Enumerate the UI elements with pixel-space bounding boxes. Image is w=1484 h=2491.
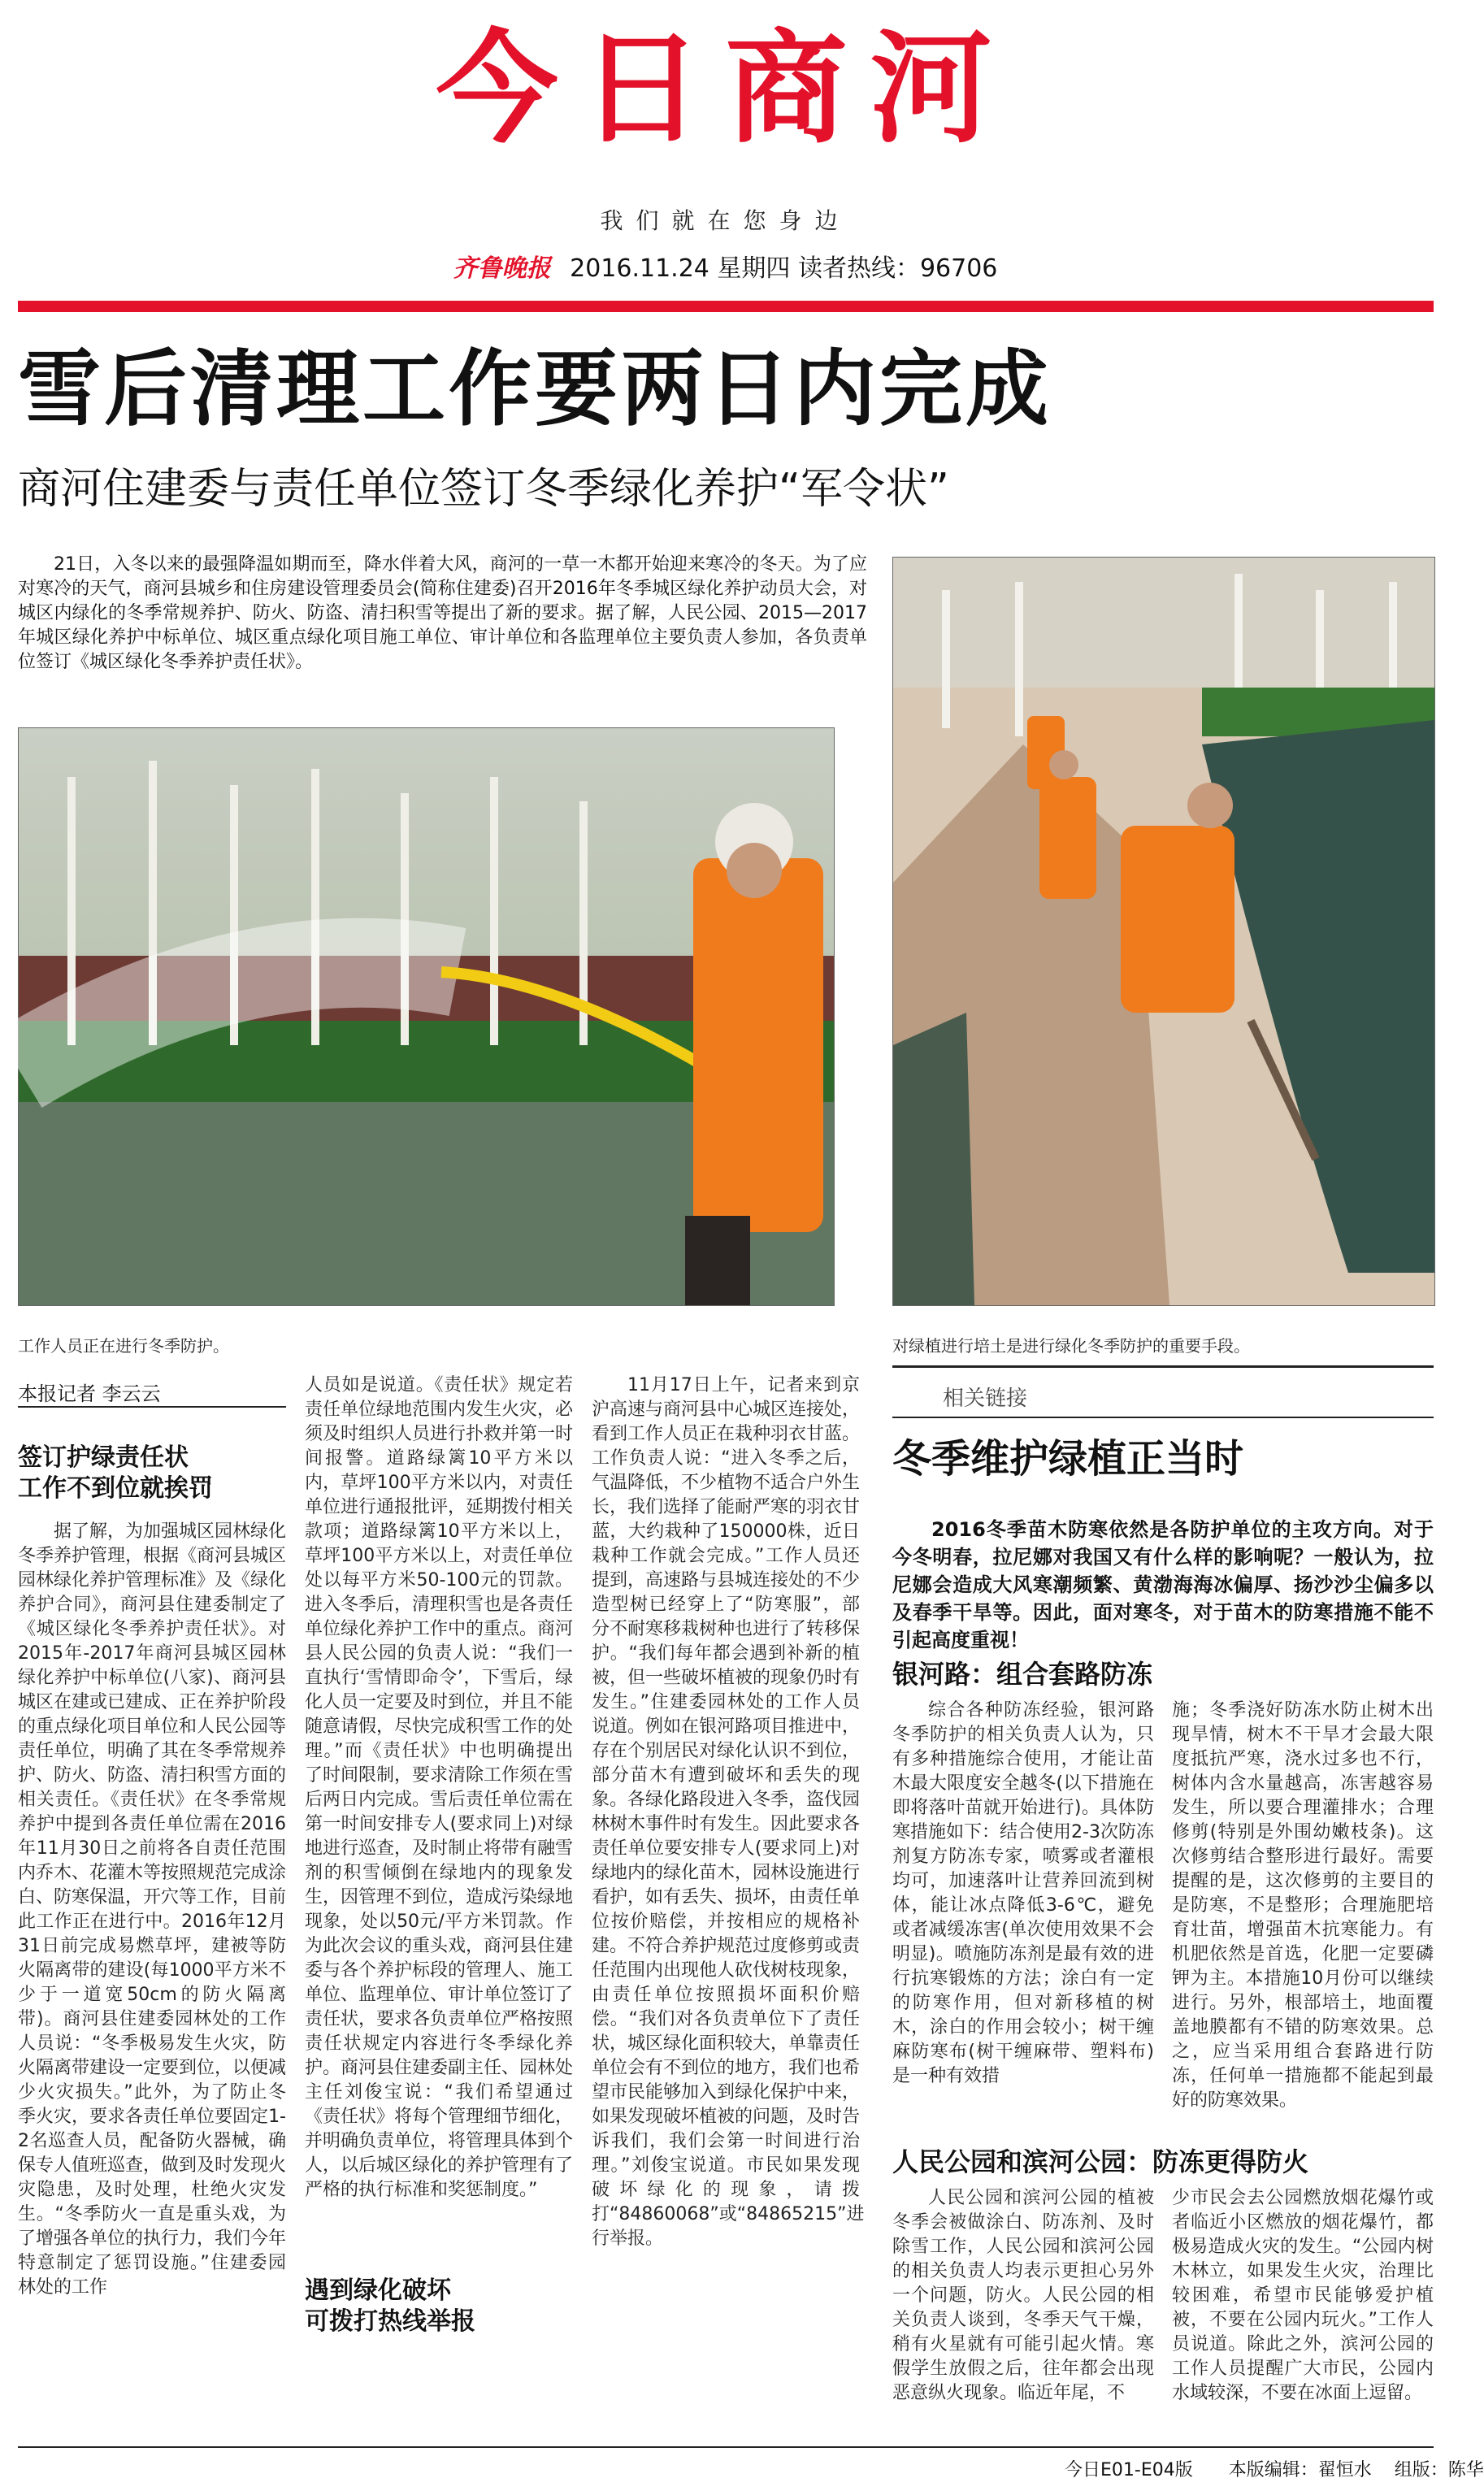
masthead-slogan: 我们就在您身边 <box>600 207 851 234</box>
sidebar-sub2-title: 人民公园和滨河公园：防冻更得防火 <box>892 2146 1309 2177</box>
masthead-title: 今日商河 <box>436 19 1015 160</box>
footer-rule <box>18 2446 1434 2448</box>
masthead-rule <box>18 301 1434 312</box>
article-column-1 <box>18 1520 286 2333</box>
footer-bar <box>1065 2456 1484 2481</box>
sidebar-sub1-col-a-text: 综合各种防冻经验，银河路冬季防护的相关负责人认为，只有多种措施综合使用，才能让苗木最大限度安全越冬(以下措施在即将落叶苗就开始进行)。具体防寒措施如下：结合使用2-3次防冻剂复方防冻专家，喷雾或者灌根均可，加速落叶让营养回流到树体，能让冰点降低3-6℃，避免或者减缓冻害(单次使用效果不会明显)。喷施防冻剂是最有效的进行抗寒锻炼的方法；涂白有一定的防寒作用，但对新移植的树木，涂白的作用会较小；树干缠麻防寒布(树干缠麻带、塑料布)是一种有效措 <box>892 1700 1154 2086</box>
section2-title <box>305 2276 573 2337</box>
sidebar-top-rule <box>892 1365 1434 1368</box>
sidebar-sub2-col-a-text: 人民公园和滨河公园的植被冬季会被做涂白、防冻剂、及时除雪工作，人民公园和滨河公园的相关负责人均表示更担心另外一个问题，防火。人民公园的相关负责人谈到，冬季天气干燥，稍有火星就有可能引起火情。寒假学生放假之后，往年都会出现恶意纵火现象。临近年尾，不 <box>892 2188 1154 2403</box>
section1-title <box>18 1443 286 1504</box>
related-link-rule <box>892 1417 1434 1418</box>
photo2-caption: 对绿植进行培土是进行绿化冬季防护的重要手段。 <box>892 1336 1250 1356</box>
photo-worker-spraying <box>18 727 835 1306</box>
footer-layout: 组版：陈华 <box>1394 2460 1484 2480</box>
section2-title-line2: 可拨打热线举报 <box>305 2307 475 2336</box>
section2-title-line1: 遇到绿化破坏 <box>305 2276 451 2305</box>
column-3-text: 11月17日上午，记者来到京沪高速与商河县中心城区连接处，看到工作人员正在栽种羽衣甘蓝。工作负责人说：“进入冬季之后，气温降低，不少植物不适合户外生长，我们选择了能耐严寒的羽衣甘蓝，大约栽种了150000株，近日栽种工作就会完成。”工作人员还提到，高速路与县城连接处的不少造型树已经穿上了“防寒服”，部分不耐寒移栽树种也进行了转移保护。“我们每年都会遇到补新的植被，但一些破坏植被的现象仍时有发生。”住建委园林处的工作人员说道。例如在银河路项目推进中，存在个别居民对绿化认识不到位，部分苗木有遭到破坏和丢失的现象。各绿化路段进入冬季，盗伐园林树木事件时有发生。因此要求各责任单位要安排专人(要求同上)对绿地内的绿化苗木，园林设施进行看护，如有丢失、损坏，由责任单位按价赔偿，并按相应的规格补建。不符合养护规范过度修剪或责任范围内出现他人砍伐树枝现象，由责任单位按照损坏面积价赔偿。“我们对各负责单位下了责任状，城区绿化面积较大，单靠责任单位会有不到位的地方，我们也希望市民能够加入到绿化保护中来，如果发现破坏植被的问题，及时告诉我们，我们会第一时间进行治理。”刘俊宝说道。市民如果发现破坏绿化的现象，请拨打“84860068”或“84865215”进行举报。 <box>592 1375 865 2249</box>
article-subheadline: 商河住建委与责任单位签订冬季绿化养护“军令状” <box>18 465 949 514</box>
sidebar-sub1-col-b-text: 施；冬季浇好防冻水防止树木出现旱情，树木不干旱才会最大限度抵抗严寒，浇水过多也不行，树体内含水量越高，冻害越容易发生，所以要合理灌排水；合理修剪(特别是外围幼嫩枝条)。这次修剪结合整形进行最好。需要提醒的是，这次修剪的主要目的是防寒，不是整形；合理施肥培育壮苗，增强苗木抗寒能力。有机肥依然是首选，化肥一定要磷钾为主。本措施10月份可以继续进行。另外，根部培土，地面覆盖地膜都有不错的防寒效果。总之，应当采用组合套路进行防冻，任何单一措施都不能起到最好的防寒效果。 <box>1172 1700 1434 2111</box>
column-1-text: 据了解，为加强城区园林绿化冬季养护管理，根据《商河县城区园林绿化养护管理标准》及《绿化养护合同》，商河县住建委制定了《城区绿化冬季养护责任状》。对2015年-2017年商河县城区园林绿化养护中标单位(八家)、商河县城区在建或已建成、正在养护阶段的重点绿化项目单位和人民公园等责任单位，明确了其在冬季常规养护、防火、防盗、清扫积雪方面的相关责任。《责任状》在冬季常规养护中提到各责任单位需在2016年11月30日之前将各自责任范围内乔木、花灌木等按照规范完成涂白、防寒保温，开穴等工作，目前此工作正在进行中。2016年12月31日前完成易燃草坪，建被等防火隔离带的建设(每1000平方米不少于一道宽50cm的防火隔离带)。商河县住建委园林处的工作人员说：“冬季极易发生火灾，防火隔离带建设一定要到位，以便减少火灾损失。”此外，为了防止冬季火灾，要求各责任单位要固定1-2名巡查人员，配备防火器械，确保专人值班巡查，做到及时发现火灾隐患，及时处理，杜绝火灾发生。“冬季防火一直是重头戏，为了增强各单位的执行力，我们今年特意制定了惩罚设施。”住建委园林处的工作 <box>18 1521 287 2298</box>
brand-logo: 齐鲁晚报 <box>453 254 551 283</box>
sidebar-sub2-col-b <box>1172 2186 1434 2414</box>
photo1-caption: 工作人员正在进行冬季防护。 <box>18 1336 229 1356</box>
section1-title-line2: 工作不到位就挨罚 <box>18 1474 213 1503</box>
section1-title-line1: 签订护绿责任状 <box>18 1443 189 1472</box>
masthead-dateline <box>0 248 1451 284</box>
sidebar-sub1-title: 银河路：组合套路防冻 <box>892 1659 1153 1690</box>
byline-rule <box>18 1406 286 1408</box>
photo-workers-banking-soil <box>892 557 1435 1306</box>
column-2-text: 人员如是说道。《责任状》规定若责任单位绿地范围内发生火灾，必须及时组织人员进行扑救并第一时间报警。道路绿篱10平方米以内，草坪100平方米以内，对责任单位进行通报批评，延期拨付相关款项；道路绿篱10平方米以上，草坪100平方米以上，对责任单位处以每平方米50-100元的罚款。进入冬季后，清理积雪也是各责任单位绿化养护工作中的重点。商河县人民公园的负责人说：“我们一直执行‘雪情即命令’，下雪后，绿化人员一定要及时到位，并且不能随意请假，尽快完成积雪工作的处理。”而《责任状》中也明确提出了时间限制，要求清除工作须在雪后两日内完成。雪后责任单位需在第一时间安排专人(要求同上)对绿地进行巡查，及时制止将带有融雪剂的积雪倾倒在绿地内的现象发生，因管理不到位，造成污染绿地现象，处以50元/平方米罚款。作为此次会议的重头戏，商河县住建委与各个养护标段的管理人、施工单位、监理单位、审计单位签订了责任状，要求各负责单位严格按照责任状规定内容进行冬季绿化养护。商河县住建委副主任、园林处主任刘俊宝说：“我们希望通过《责任状》将每个管理细节细化，并明确负责单位，将管理具体到个人，以后城区绿化的养护管理有了严格的执行标准和奖惩制度。” <box>305 1375 574 2200</box>
sidebar-sub1-col-a <box>892 1699 1154 2137</box>
sidebar-intro <box>892 1516 1434 1654</box>
article-column-3 <box>592 1374 865 2333</box>
photo-workers-banking-soil-image <box>893 558 1434 1305</box>
footer-editor: 本版编辑：翟恒水 <box>1228 2460 1372 2480</box>
article-headline: 雪后清理工作要两日内完成 <box>18 341 1052 438</box>
sidebar-sub2-col-b-text: 少市民会去公园燃放烟花爆竹或者临近小区燃放的烟花爆竹，都极易造成火灾的发生。“公园内树木林立，如果发生火灾，治理比较困难，希望市民能够爱护植被，不要在公园内玩火。”工作人员说道。除此之外，滨河公园的工作人员提醒广大市民，公园内水域较深，不要在冰面上逗留。 <box>1172 2188 1434 2403</box>
issue-date: 2016.11.24 星期四 读者热线：96706 <box>570 254 998 283</box>
sidebar-sub1-col-b <box>1172 1699 1434 2137</box>
sidebar-intro-text: 2016冬季苗木防寒依然是各防护单位的主攻方向。对于今冬明春，拉尼娜对我国又有什么样的影响呢？一般认为，拉尼娜会造成大风寒潮频繁、黄渤海海冰偏厚、扬沙沙尘偏多以及春季干旱等。因此，面对寒冬，对于苗木的防寒措施不能不引起高度重视！ <box>892 1518 1434 1651</box>
article-lead <box>18 553 867 675</box>
lead-text: 21日，入冬以来的最强降温如期而至，降水伴着大风，商河的一草一木都开始迎来寒冷的冬天。为了应对寒冷的天气，商河县城乡和住房建设管理委员会(简称住建委)召开2016年冬季城区绿化养护动员大会，对城区内绿化的冬季常规养护、防火、防盗、清扫积雪等提出了新的要求。据了解，人民公园、2015—2017年城区绿化养护中标单位、城区重点绿化项目施工单位、审计单位和各监理单位主要负责人参加，各负责单位签订《城区绿化冬季养护责任状》。 <box>18 554 867 672</box>
photo-worker-spraying-image <box>19 728 834 1305</box>
sidebar-sub2-col-a <box>892 2186 1154 2414</box>
footer-pages: 今日E01-E04版 <box>1065 2460 1193 2480</box>
article-column-2 <box>305 1374 573 2251</box>
byline: 本报记者 李云云 <box>18 1382 161 1405</box>
related-link-label: 相关链接 <box>943 1387 1028 1411</box>
sidebar-title: 冬季维护绿植正当时 <box>892 1436 1244 1482</box>
